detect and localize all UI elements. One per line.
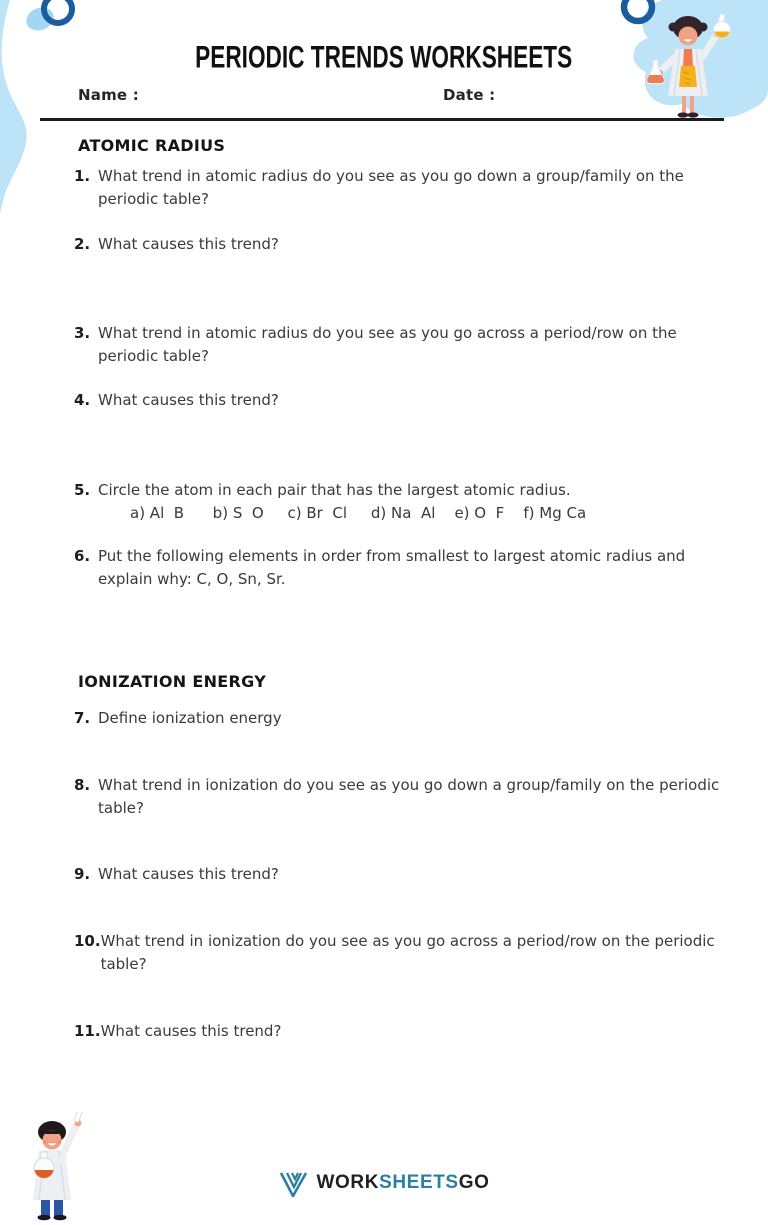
header-divider bbox=[40, 118, 724, 121]
question-number: 5. bbox=[74, 481, 91, 499]
question-row bbox=[74, 707, 720, 730]
question-number: 7. bbox=[74, 709, 91, 727]
question-number: 2. bbox=[74, 235, 91, 253]
question-text: What trend in atomic radius do you see as you go across a period/row on the periodic table? bbox=[98, 324, 677, 365]
question-text: What causes this trend? bbox=[100, 1022, 282, 1040]
question-number: 10. bbox=[74, 932, 101, 950]
question-number: 6. bbox=[74, 547, 91, 565]
ring-icon bbox=[44, 0, 72, 23]
question-row bbox=[74, 863, 720, 886]
question-row bbox=[74, 165, 720, 211]
question-text-line: Circle the atom in each pair that has the largest atomic radius. bbox=[98, 481, 571, 499]
question-row bbox=[74, 930, 723, 976]
question-text: What causes this trend? bbox=[98, 235, 279, 253]
logo-text-sheets: SHEETS bbox=[379, 1172, 459, 1193]
test-tube-icon bbox=[64, 1112, 83, 1152]
question-number: 1. bbox=[74, 167, 91, 185]
worksheetsgo-w-icon bbox=[279, 1170, 309, 1197]
question-number: 4. bbox=[74, 391, 91, 409]
question-row bbox=[74, 479, 720, 525]
question-row bbox=[74, 233, 720, 256]
section-heading-atomic-radius: ATOMIC RADIUS bbox=[78, 136, 226, 155]
question-text: What causes this trend? bbox=[98, 865, 279, 883]
question-number: 11. bbox=[74, 1022, 101, 1040]
scientist-boy-illustration bbox=[12, 1112, 112, 1222]
date-label: Date : bbox=[443, 86, 496, 104]
section-heading-ionization-energy: IONIZATION ENERGY bbox=[78, 672, 267, 691]
page-title: PERIODIC TRENDS WORKSHEETS bbox=[195, 40, 573, 76]
blob-shape bbox=[0, 0, 27, 215]
scientist-boy-legs bbox=[38, 1200, 67, 1220]
worksheetsgo-logo bbox=[0, 1168, 768, 1198]
question-text bbox=[98, 479, 720, 525]
question-row bbox=[74, 389, 720, 412]
question-text: What trend in ionization do you see as you go down a group/family on the periodic table? bbox=[98, 776, 720, 817]
question-text: Define ionization energy bbox=[98, 709, 282, 727]
question-text: What trend in ionization do you see as you go across a period/row on the periodic table? bbox=[100, 932, 715, 973]
question-number: 8. bbox=[74, 776, 91, 794]
name-label: Name : bbox=[78, 86, 139, 104]
question-row bbox=[74, 774, 720, 820]
question-row bbox=[74, 1020, 723, 1043]
question-text: Put the following elements in order from smallest to largest atomic radius and explain why: C, O, Sn, Sr. bbox=[98, 547, 686, 588]
question-text: What trend in atomic radius do you see as you go down a group/family on the periodic table? bbox=[98, 167, 684, 208]
question-row bbox=[74, 545, 720, 591]
logo-text-work: WORK bbox=[316, 1172, 380, 1193]
ring-icon bbox=[624, 0, 652, 21]
question-row bbox=[74, 322, 720, 368]
question-number: 3. bbox=[74, 324, 91, 342]
question-options: a) Al B b) S O c) Br Cl d) Na Al e) O F f) Mg Ca bbox=[130, 504, 587, 522]
scientist-boy-head bbox=[38, 1121, 66, 1150]
question-number: 9. bbox=[74, 865, 91, 883]
logo-text-go: GO bbox=[458, 1172, 490, 1193]
question-text: What causes this trend? bbox=[98, 391, 279, 409]
logo-text bbox=[317, 1172, 490, 1194]
small-ellipse bbox=[23, 4, 57, 35]
